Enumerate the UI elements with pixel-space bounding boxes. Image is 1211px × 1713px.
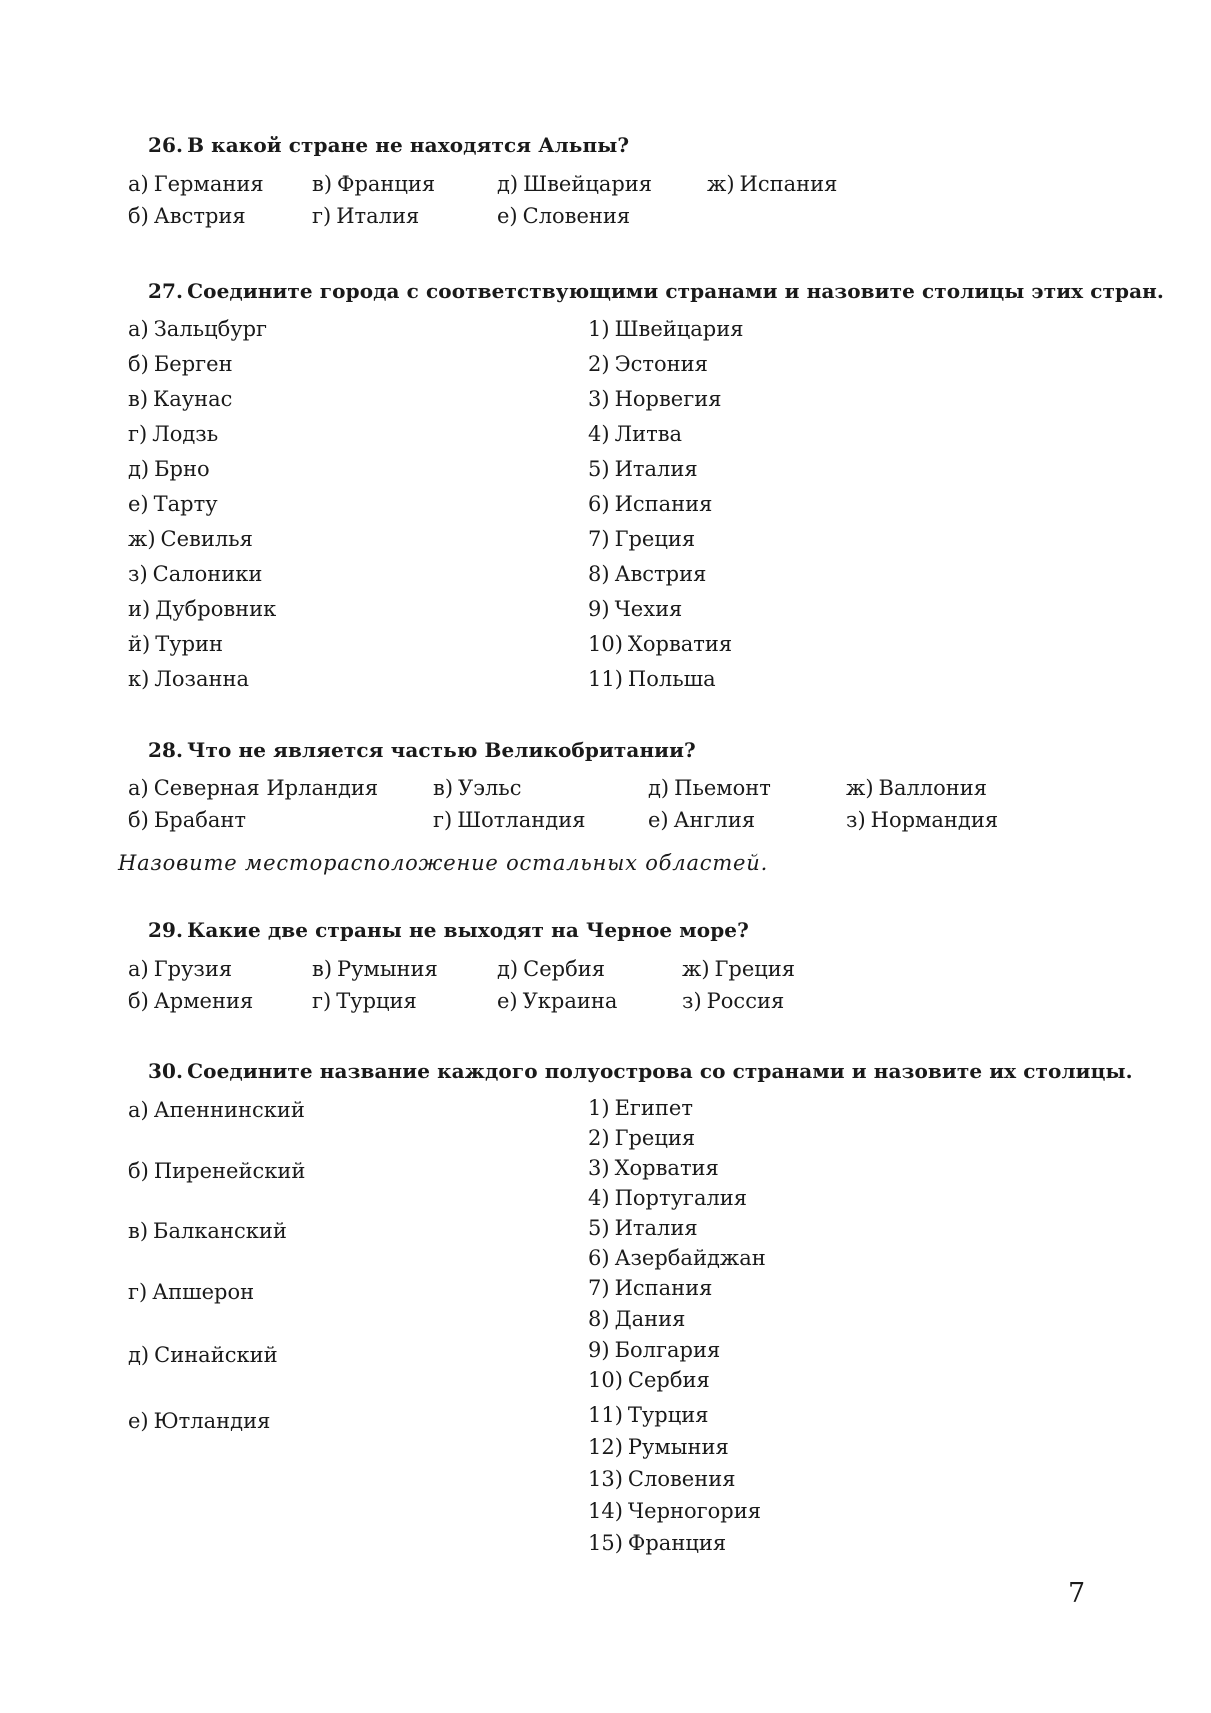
answer-option: [648, 808, 755, 832]
country-item: [588, 1531, 726, 1555]
option-text: Азербайджан: [614, 1246, 766, 1270]
q28-question: [148, 738, 696, 762]
option-marker: в): [433, 776, 454, 800]
question-number: 29.: [148, 918, 184, 942]
option-text: Италия: [336, 204, 420, 228]
question-number: 27.: [148, 279, 184, 303]
option-text: Словения: [522, 204, 631, 228]
country-item: [588, 422, 682, 446]
option-text: Италия: [614, 457, 698, 481]
option-marker: а): [128, 172, 149, 196]
option-text: Польша: [627, 667, 716, 691]
option-text: Норвегия: [614, 387, 722, 411]
q29-question: [148, 918, 749, 942]
peninsula-item: [128, 1280, 254, 1304]
option-marker: 7): [588, 1276, 610, 1300]
country-item: [588, 667, 716, 691]
option-text: Турция: [627, 1403, 709, 1427]
country-item: [588, 1276, 712, 1300]
answer-option: [497, 204, 630, 228]
option-marker: 3): [588, 1156, 610, 1180]
option-marker: е): [497, 204, 518, 228]
answer-option: [312, 204, 419, 228]
option-marker: в): [128, 1219, 149, 1243]
answer-option: [497, 957, 605, 981]
city-item: [128, 492, 218, 516]
option-marker: 4): [588, 1186, 610, 1210]
city-item: [128, 667, 249, 691]
answer-option: [312, 989, 417, 1013]
option-marker: а): [128, 776, 149, 800]
answer-option: [433, 808, 585, 832]
option-text: Румыния: [627, 1435, 729, 1459]
option-text: Украина: [522, 989, 618, 1013]
page-number: 7: [1068, 1578, 1086, 1609]
country-item: [588, 1435, 729, 1459]
option-text: Лодзь: [152, 422, 219, 446]
option-marker: д): [128, 457, 150, 481]
question-text: Соедините города с соответствующими странами и назовите столицы этих стран.: [187, 279, 1164, 303]
answer-option: [312, 172, 435, 196]
option-text: Балканский: [153, 1219, 287, 1243]
option-text: Хорватия: [614, 1156, 719, 1180]
question-number: 28.: [148, 738, 184, 762]
option-text: Египет: [614, 1096, 693, 1120]
country-item: [588, 352, 708, 376]
option-marker: в): [128, 387, 149, 411]
option-text: Ютландия: [153, 1409, 271, 1433]
option-text: Россия: [706, 989, 785, 1013]
option-marker: б): [128, 1159, 149, 1183]
option-marker: й): [128, 632, 151, 656]
option-text: Хорватия: [627, 632, 733, 656]
option-marker: б): [128, 204, 149, 228]
option-marker: г): [312, 204, 332, 228]
answer-option: [128, 957, 232, 981]
option-marker: е): [648, 808, 669, 832]
answer-option: [128, 776, 378, 800]
option-text: Англия: [673, 808, 756, 832]
option-text: Валлония: [878, 776, 988, 800]
city-item: [128, 562, 262, 586]
option-text: Зальцбург: [153, 317, 268, 341]
option-text: Австрия: [614, 562, 707, 586]
option-marker: г): [433, 808, 453, 832]
city-item: [128, 457, 210, 481]
option-marker: 8): [588, 1307, 610, 1331]
country-item: [588, 457, 698, 481]
option-marker: ж): [128, 527, 156, 551]
answer-option: [128, 204, 246, 228]
country-item: [588, 492, 712, 516]
answer-option: [707, 172, 837, 196]
option-marker: ж): [846, 776, 874, 800]
option-marker: 10): [588, 1368, 623, 1392]
country-item: [588, 1499, 761, 1523]
option-text: Чехия: [614, 597, 683, 621]
option-marker: е): [497, 989, 518, 1013]
option-text: Берген: [153, 352, 233, 376]
option-marker: ж): [707, 172, 735, 196]
option-marker: 14): [588, 1499, 623, 1523]
option-marker: в): [312, 957, 333, 981]
option-text: Каунас: [153, 387, 233, 411]
option-marker: 6): [588, 492, 610, 516]
question-text: В какой стране не находятся Альпы?: [187, 133, 630, 157]
answer-option: [682, 957, 795, 981]
option-marker: д): [497, 172, 519, 196]
answer-option: [433, 776, 522, 800]
option-text: Греция: [614, 1126, 696, 1150]
option-marker: в): [312, 172, 333, 196]
option-text: Испания: [614, 492, 713, 516]
option-marker: д): [497, 957, 519, 981]
option-text: Апеннинский: [153, 1098, 305, 1122]
country-item: [588, 1338, 720, 1362]
country-item: [588, 1246, 766, 1270]
option-text: Франция: [627, 1531, 727, 1555]
answer-option: [312, 957, 438, 981]
option-text: Сербия: [523, 957, 605, 981]
option-marker: 2): [588, 352, 610, 376]
option-text: Турция: [336, 989, 417, 1013]
country-item: [588, 1368, 710, 1392]
answer-option: [846, 776, 987, 800]
option-marker: 9): [588, 597, 610, 621]
country-item: [588, 1403, 708, 1427]
option-marker: а): [128, 1098, 149, 1122]
city-item: [128, 352, 233, 376]
city-item: [128, 387, 232, 411]
option-marker: 15): [588, 1531, 623, 1555]
option-marker: и): [128, 597, 151, 621]
option-text: Греция: [614, 527, 696, 551]
option-text: Германия: [153, 172, 264, 196]
option-text: Апшерон: [152, 1280, 255, 1304]
option-marker: а): [128, 317, 149, 341]
option-text: Пиренейский: [153, 1159, 306, 1183]
option-text: Дубровник: [155, 597, 277, 621]
option-marker: б): [128, 989, 149, 1013]
option-marker: 12): [588, 1435, 623, 1459]
city-item: [128, 527, 253, 551]
option-text: Австрия: [153, 204, 246, 228]
option-marker: 9): [588, 1338, 610, 1362]
option-marker: 6): [588, 1246, 610, 1270]
option-marker: 2): [588, 1126, 610, 1150]
country-item: [588, 527, 695, 551]
option-marker: 8): [588, 562, 610, 586]
question-number: 26.: [148, 133, 184, 157]
option-marker: 1): [588, 1096, 610, 1120]
city-item: [128, 422, 218, 446]
option-text: Брно: [154, 457, 210, 481]
option-marker: 13): [588, 1467, 623, 1491]
country-item: [588, 1186, 747, 1210]
option-text: Севилья: [160, 527, 253, 551]
option-marker: е): [128, 492, 149, 516]
option-marker: г): [312, 989, 332, 1013]
q26-question: [148, 133, 629, 157]
answer-option: [846, 808, 998, 832]
answer-option: [128, 808, 246, 832]
option-text: Румыния: [337, 957, 438, 981]
option-marker: з): [846, 808, 866, 832]
option-text: Франция: [337, 172, 436, 196]
option-marker: ж): [682, 957, 710, 981]
option-text: Грузия: [153, 957, 233, 981]
option-marker: а): [128, 957, 149, 981]
option-marker: 5): [588, 1216, 610, 1240]
option-text: Северная Ирландия: [153, 776, 379, 800]
option-text: Синайский: [154, 1343, 278, 1367]
country-item: [588, 1467, 735, 1491]
option-text: Черногория: [627, 1499, 761, 1523]
country-item: [588, 317, 744, 341]
option-marker: 7): [588, 527, 610, 551]
q27-question: [148, 279, 1164, 303]
option-text: Салоники: [152, 562, 263, 586]
option-marker: 3): [588, 387, 610, 411]
option-marker: к): [128, 667, 150, 691]
option-text: Италия: [614, 1216, 698, 1240]
question-text: Соедините название каждого полуострова со странами и назовите их столицы.: [187, 1059, 1133, 1083]
option-text: Словения: [627, 1467, 736, 1491]
option-marker: з): [128, 562, 148, 586]
peninsula-item: [128, 1098, 305, 1122]
option-marker: е): [128, 1409, 149, 1433]
city-item: [128, 632, 223, 656]
answer-option: [128, 989, 253, 1013]
option-marker: 1): [588, 317, 610, 341]
option-text: Пьемонт: [674, 776, 771, 800]
answer-option: [128, 172, 264, 196]
instruction-note: Назовите месторасположение остальных областей.: [118, 851, 769, 875]
country-item: [588, 597, 682, 621]
option-marker: 11): [588, 667, 623, 691]
peninsula-item: [128, 1219, 287, 1243]
option-marker: з): [682, 989, 702, 1013]
option-text: Эстония: [614, 352, 708, 376]
country-item: [588, 1126, 695, 1150]
option-marker: б): [128, 808, 149, 832]
option-text: Сербия: [627, 1368, 710, 1392]
option-marker: г): [128, 422, 148, 446]
option-text: Греция: [714, 957, 796, 981]
question-text: Что не является частью Великобритании?: [187, 738, 696, 762]
question-text: Какие две страны не выходят на Черное море?: [187, 918, 749, 942]
country-item: [588, 1216, 698, 1240]
country-item: [588, 1307, 685, 1331]
option-text: Португалия: [614, 1186, 748, 1210]
answer-option: [648, 776, 771, 800]
option-text: Турин: [155, 632, 224, 656]
option-text: Армения: [153, 989, 254, 1013]
option-text: Уэльс: [458, 776, 522, 800]
option-text: Нормандия: [870, 808, 999, 832]
question-number: 30.: [148, 1059, 184, 1083]
option-marker: г): [128, 1280, 148, 1304]
option-text: Испания: [739, 172, 838, 196]
option-text: Швейцария: [614, 317, 744, 341]
option-text: Болгария: [614, 1338, 721, 1362]
option-marker: д): [128, 1343, 150, 1367]
option-text: Лозанна: [154, 667, 249, 691]
option-marker: 11): [588, 1403, 623, 1427]
peninsula-item: [128, 1343, 278, 1367]
option-text: Брабант: [153, 808, 247, 832]
option-text: Швейцария: [523, 172, 653, 196]
city-item: [128, 597, 276, 621]
country-item: [588, 1096, 693, 1120]
country-item: [588, 1156, 719, 1180]
option-marker: 5): [588, 457, 610, 481]
answer-option: [497, 172, 652, 196]
city-item: [128, 317, 267, 341]
option-marker: 4): [588, 422, 610, 446]
peninsula-item: [128, 1409, 270, 1433]
option-marker: 10): [588, 632, 623, 656]
option-marker: д): [648, 776, 670, 800]
option-text: Испания: [614, 1276, 713, 1300]
country-item: [588, 632, 732, 656]
q30-question: [148, 1059, 1133, 1083]
answer-option: [682, 989, 784, 1013]
option-text: Литва: [614, 422, 683, 446]
country-item: [588, 387, 721, 411]
option-text: Тарту: [153, 492, 218, 516]
option-text: Шотландия: [457, 808, 586, 832]
peninsula-item: [128, 1159, 305, 1183]
answer-option: [497, 989, 617, 1013]
country-item: [588, 562, 706, 586]
option-text: Дания: [614, 1307, 686, 1331]
option-marker: б): [128, 352, 149, 376]
